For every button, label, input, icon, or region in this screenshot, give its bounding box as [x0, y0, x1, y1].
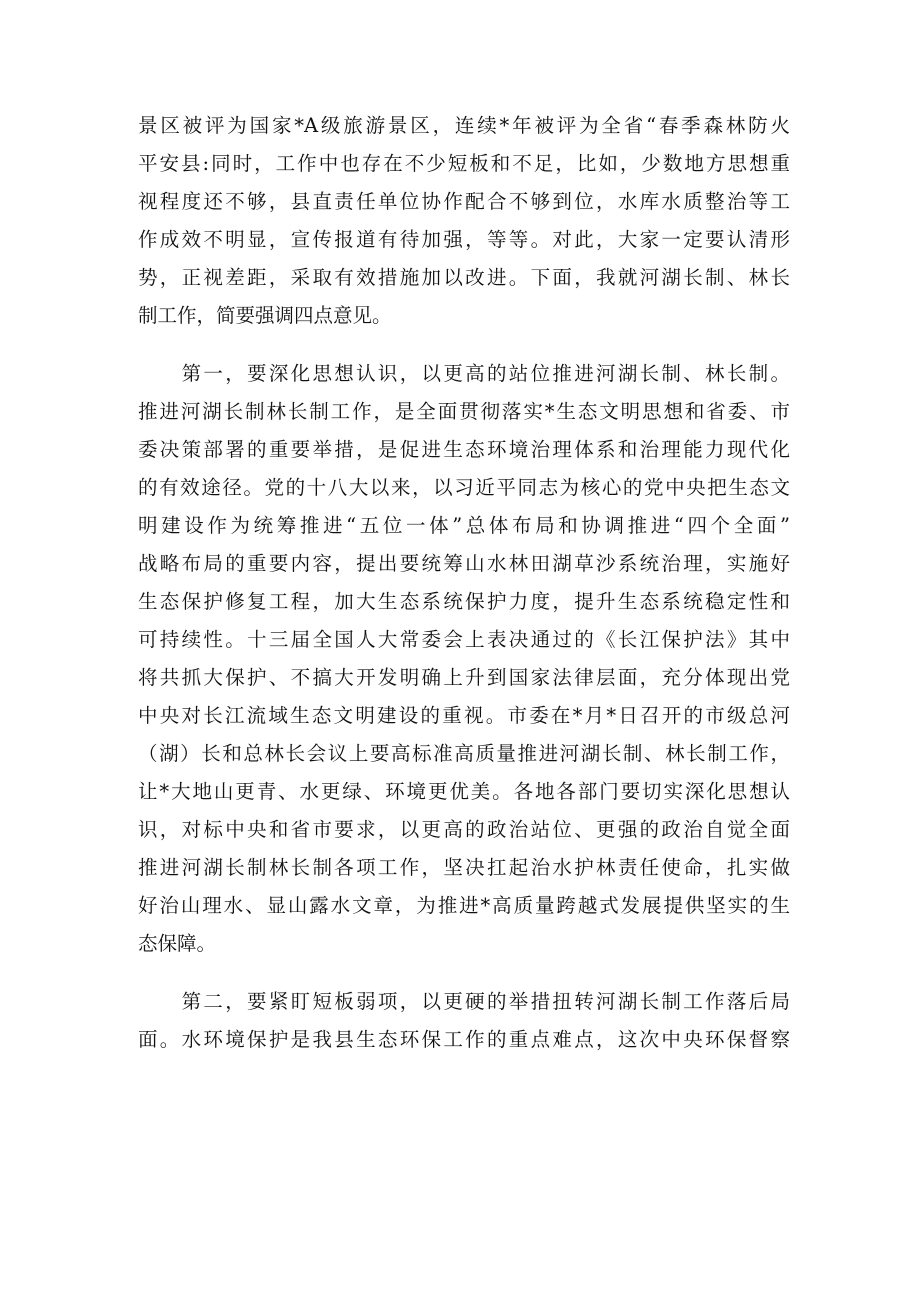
- paragraph-intro-continuation: [138, 107, 790, 335]
- text-line: 可持续性。十三届全国人大常委会上表决通过的《长江保护法》其中: [138, 628, 790, 651]
- text-line: 让*大地山更青、水更绿、环境更优美。各地各部门要切实深化思想认: [138, 780, 790, 803]
- paragraph-gap: [138, 963, 790, 983]
- text-line: 战略布局的重要内容，提出要统筹山水林田湖草沙系统治理，实施好: [138, 552, 790, 575]
- text-line: 势，正视差距，采取有效措施加以改进。下面，我就河湖长制、林长: [138, 266, 790, 289]
- text-line: 生态保护修复工程，加大生态系统保护力度，提升生态系统稳定性和: [138, 590, 790, 613]
- text-line: 明建设作为统筹推进“五位一体”总体布局和协调推进“四个全面”: [138, 514, 790, 537]
- text-line: 面。水环境保护是我县生态环保工作的重点难点，这次中央环保督察: [138, 1028, 790, 1051]
- text-line: 委决策部署的重要举措，是促进生态环境治理体系和治理能力现代化: [138, 438, 790, 461]
- paragraph-point-one: [138, 355, 790, 963]
- text-line: 将共抓大保护、不搞大开发明确上升到国家法律层面，充分体现出党: [138, 666, 790, 689]
- text-line: 景区被评为国家*A级旅游景区，连续*年被评为全省“春季森林防火: [138, 114, 790, 137]
- text-line: 制工作，简要强调四点意见。: [138, 304, 392, 327]
- text-line: 的有效途径。党的十八大以来，以习近平同志为核心的党中央把生态文: [138, 476, 790, 499]
- text-line: 推进河湖长制林长制工作，是全面贯彻落实*生态文明思想和省委、市: [138, 400, 790, 423]
- text-line: 态保障。: [138, 932, 217, 955]
- text-line: 好治山理水、显山露水文章，为推进*高质量跨越式发展提供坚实的生: [138, 894, 790, 917]
- text-line: 第一，要深化思想认识，以更高的站位推进河湖长制、林长制。: [138, 362, 790, 385]
- text-line: 视程度还不够，县直责任单位协作配合不够到位，水库水质整治等工: [138, 190, 790, 213]
- document-body: [138, 107, 790, 1059]
- paragraph-point-two: [138, 983, 790, 1059]
- text-line: 中央对长江流域生态文明建设的重视。市委在*月*日召开的市级总河: [138, 704, 790, 727]
- text-line: （湖）长和总林长会议上要高标准高质量推进河湖长制、林长制工作，: [138, 742, 790, 765]
- text-line: 作成效不明显，宣传报道有待加强，等等。对此，大家一定要认清形: [138, 228, 790, 251]
- paragraph-gap: [138, 335, 790, 355]
- text-line: 推进河湖长制林长制各项工作，坚决扛起治水护林责任使命，扎实做: [138, 856, 790, 879]
- text-line: 第二，要紧盯短板弱项，以更硬的举措扭转河湖长制工作落后局: [138, 990, 790, 1013]
- text-line: 平安县:同时，工作中也存在不少短板和不足，比如，少数地方思想重: [138, 152, 790, 175]
- text-line: 识，对标中央和省市要求，以更高的政治站位、更强的政治自觉全面: [138, 818, 790, 841]
